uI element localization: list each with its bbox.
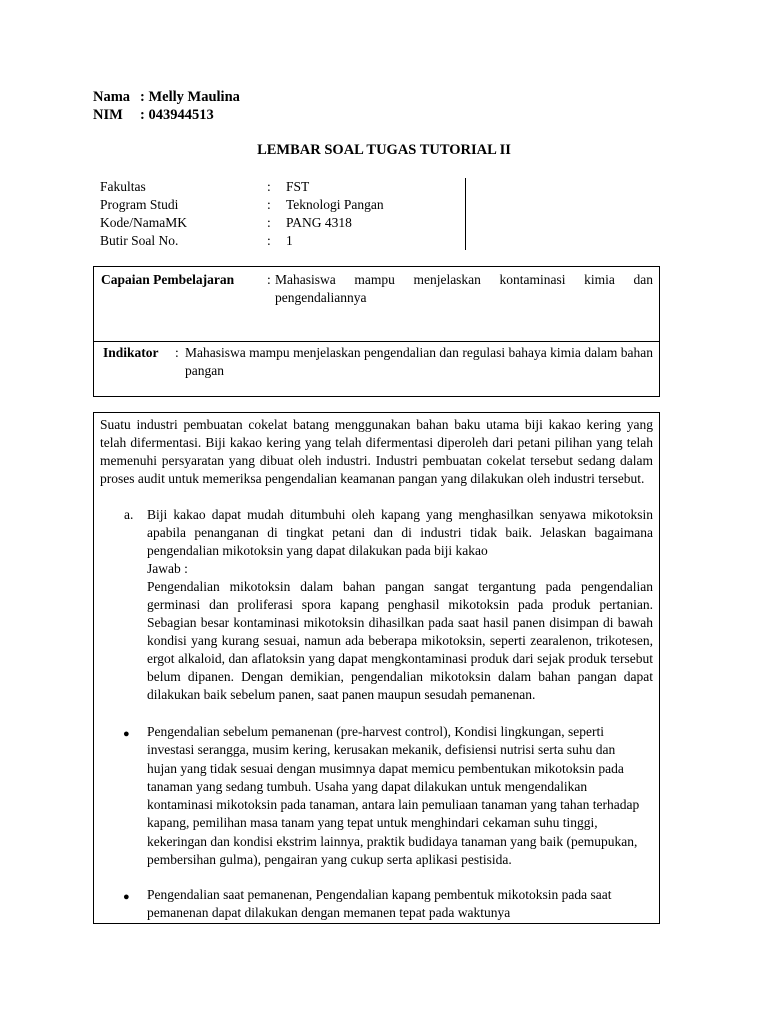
nim-label: NIM [93, 107, 123, 123]
name-label: Nama [93, 89, 131, 105]
bullet-harvest: Pengendalian saat pemanenan, Pengendalian kapang pembentuk mikotoksin pada saat pemanenan dapat dilakukan dengan memanen tepat pada waktunya [147, 887, 612, 921]
info-key: Fakultas [100, 179, 146, 194]
indikator-label: Indikator [103, 345, 159, 360]
info-colon: : [267, 233, 271, 248]
box-divider [94, 341, 659, 342]
nim-row [93, 106, 240, 124]
student-identity [93, 88, 240, 124]
bullet-icon: ● [123, 891, 130, 903]
info-row-faculty [100, 178, 480, 196]
info-row-course-code [100, 214, 480, 232]
name-row [93, 88, 240, 106]
bullet-icon: ● [123, 728, 130, 740]
name-value: : Melly Maulina [140, 89, 240, 105]
indikator-colon: : [175, 345, 179, 360]
info-row-item-number [100, 232, 480, 250]
item-a [147, 506, 653, 704]
answer-label: Jawab : [147, 561, 188, 576]
info-value: PANG 4318 [286, 215, 352, 230]
capaian-colon: : [267, 272, 271, 287]
info-value: 1 [286, 233, 293, 248]
info-value: FST [286, 179, 310, 194]
info-divider [465, 178, 466, 250]
info-colon: : [267, 179, 271, 194]
learning-outcome-box [93, 266, 660, 397]
info-value: Teknologi Pangan [286, 197, 384, 212]
info-key: Butir Soal No. [100, 233, 179, 248]
item-a-marker: a. [124, 507, 134, 522]
nim-value: : 043944513 [140, 107, 214, 123]
question-box [93, 412, 660, 924]
indikator-text: Mahasiswa mampu menjelaskan pengendalian dan regulasi bahaya kimia dalam bahan pangan [185, 345, 653, 378]
course-info [100, 178, 480, 250]
info-colon: : [267, 215, 271, 230]
info-colon: : [267, 197, 271, 212]
question-intro: Suatu industri pembuatan cokelat batang menggunakan bahan baku utama biji kakao kering yang telah difermentasi. Biji kakao kering yang telah difermentasi diperoleh dari petani pilihan yang telah memenuhi persyaratan yang dibuat oleh industri. Industri pembuatan cokelat tersebut sedang dalam proses audit untuk memeriksa pengendalian keamanan pangan yang dilakukan oleh industri tersebut. [100, 417, 653, 486]
info-key: Program Studi [100, 197, 179, 212]
bullet-pre-harvest: Pengendalian sebelum pemanenan (pre-harvest control), Kondisi lingkungan, seperti investasi serangga, musim kering, kerusakan mekanik, defisiensi nutrisi serta suhu dan hujan yang tidak sesuai dengan musimnya dapat memicu pembentukan mikotoksin pada tanaman yang sedang tumbuh. Usaha yang dapat dilakukan untuk mengendalikan kontaminasi mikotoksin pada tanaman, antara lain pemuliaan tanaman yang tahan terhadap kapang, pemilihan masa tanam yang tepat untuk menghindari cekaman suhu tinggi, kekeringan dan kondisi ekstrim lainnya, praktik budidaya tanaman yang baik (pemupukan, pembersihan gulma), pengairan yang cukup serta aplikasi pestisida. [147, 724, 640, 868]
item-a-question: Biji kakao dapat mudah ditumbuhi oleh kapang yang menghasilkan senyawa mikotoksin apabila penanganan di tingkat petani dan di industri tidak baik. Jelaskan bagaimana pengendalian mikotoksin yang dapat dilakukan pada biji kakao [147, 507, 653, 558]
answer-text: Pengendalian mikotoksin dalam bahan pangan sangat tergantung pada pengendalian germinasi dan proliferasi spora kapang penghasil mikotoksin pada produk pertanian. Sebagian besar kontaminasi mikotoksin dihasilkan pada saat hasil panen disimpan di bawah kondisi yang kurang sesuai, namun ada beberapa mikotoksin, seperti zearalenon, trikotesen, ergot alkaloid, dan aflatoksin yang dapat mengkontaminasi produk dari sejak produk tersebut belum dipanen. Dengan demikian, pengendalian mikotoksin dalam bahan pangan dapat dilakukan baik sebelum panen, saat panen maupun sesudah pemanenan. [147, 579, 653, 702]
capaian-text: Mahasiswa mampu menjelaskan kontaminasi kimia dan pengendaliannya [275, 272, 653, 305]
info-key: Kode/NamaMK [100, 215, 187, 230]
info-row-program [100, 196, 480, 214]
document-title: LEMBAR SOAL TUGAS TUTORIAL II [257, 142, 511, 158]
capaian-label: Capaian Pembelajaran [101, 272, 235, 287]
